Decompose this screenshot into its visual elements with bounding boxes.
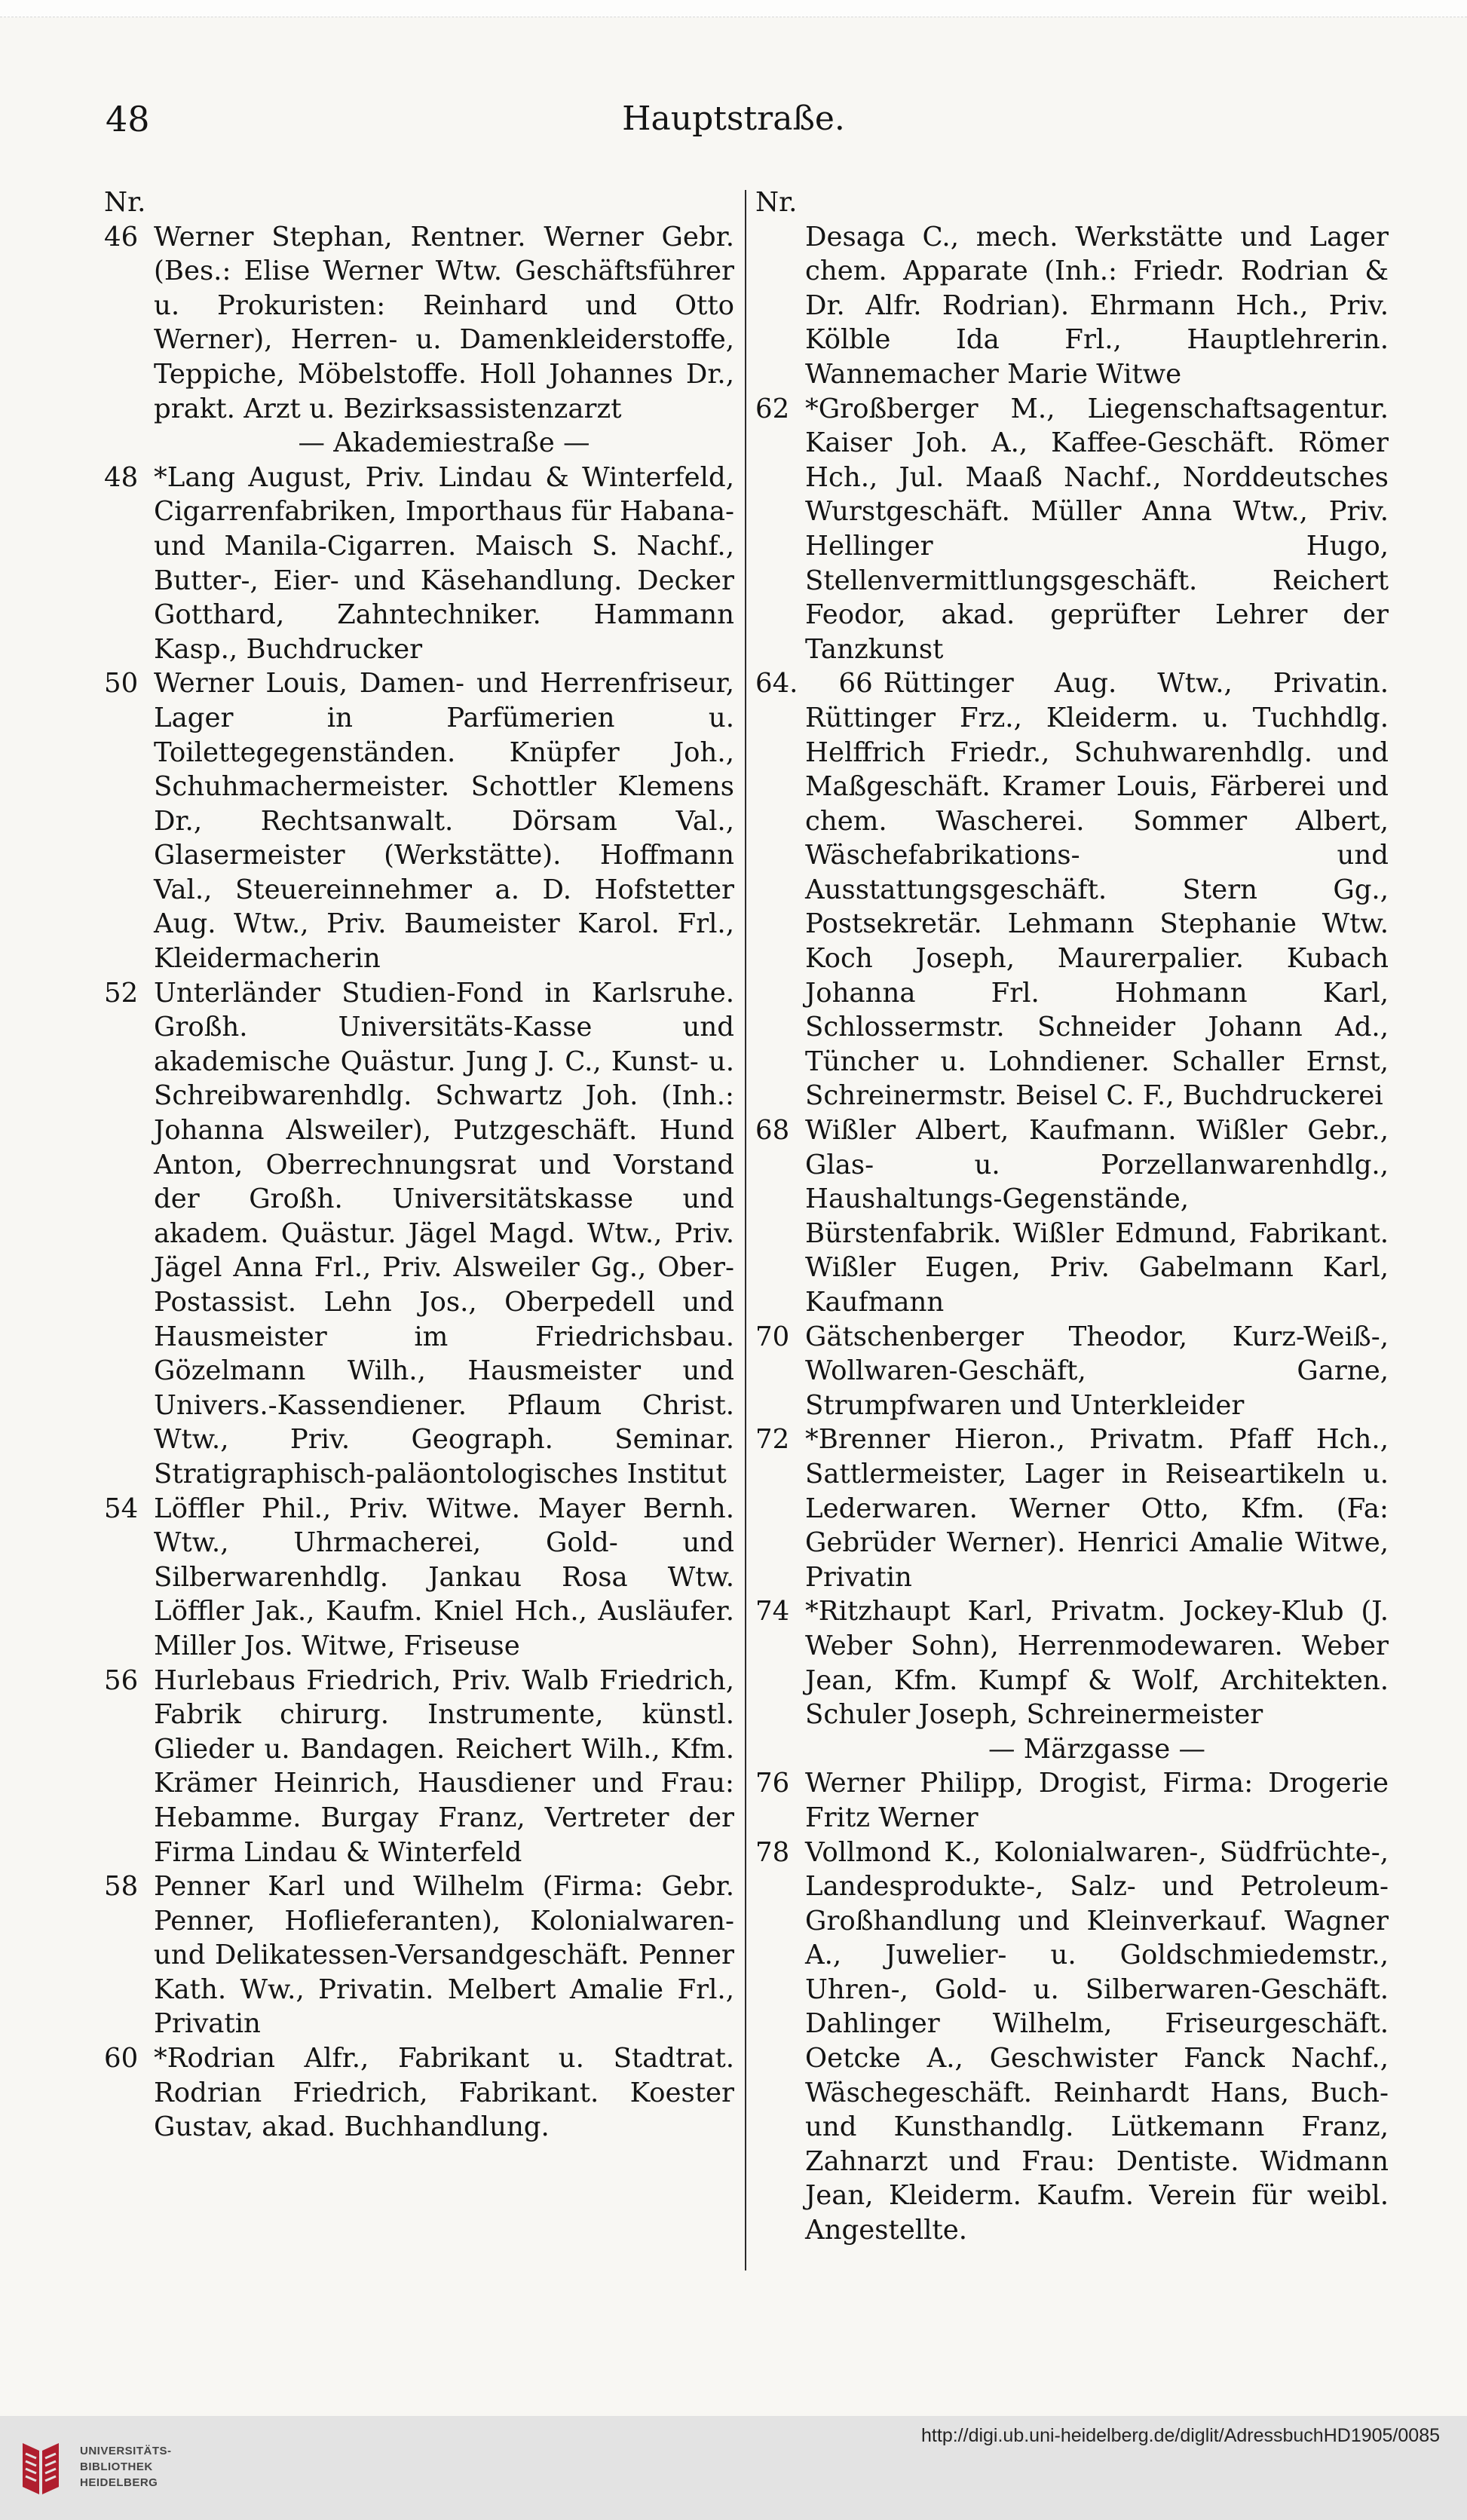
house-number: 62 [755,393,790,424]
house-number: 56 [104,1664,139,1696]
address-entry [104,976,734,1492]
address-entry [755,1320,1389,1423]
page-title: Hauptstraße. [622,100,845,138]
house-number: 52 [104,977,139,1009]
source-url-link[interactable]: http://digi.ub.uni-heidelberg.de/diglit/AdressbuchHD1905/0085 [921,2425,1440,2446]
scan-edge [0,0,1467,17]
house-number: 60 [104,2043,139,2074]
entry-text: Löffler Phil., Priv. Witwe. Mayer Bernh. Wtw., Uhrmacherei, Gold- und Silberwarenhdlg. Jankau Rosa Wtw. Löffler Jak., Kaufm. Kniel Hch., Ausläufer. Miller Jos. Witwe, Friseuse [154,1493,734,1661]
right-column [755,185,1389,2248]
entry-text: Hurlebaus Friedrich, Priv. Walb Friedrich, Fabrik chirurg. Instrumente, künstl. Glieder u. Bandagen. Reichert Wilh., Kfm. Krämer Heinrich, Hausdiener und Frau: Hebamme. Burgay Franz, Vertreter der Firma Lindau & Winterfeld [154,1664,734,1868]
entry-text: Vollmond K., Kolonialwaren-, Südfrüchte-, Landesprodukte-, Salz- und Petroleum-Großhandlung und Kleinverkauf. Wagner A., Juwelier- u. Goldschmiedemstr., Uhren-, Gold- u. Silberwaren-Geschäft. Dahlinger Wilhelm, Friseurgeschäft. Oetcke A., Geschwister Fanck Nachf., Wäschegeschäft. Reinhardt Hans, Buch- und Kunsthandlg. Lütkemann Franz, Zahnarzt und Frau: Dentiste. Widmann Jean, Kleiderm. Kaufm. Verein für weibl. Angestellte. [805,1836,1389,2246]
left-column [104,185,734,2145]
street-heading: — Märzgasse — [988,1733,1206,1765]
house-number: 72 [755,1424,790,1456]
entry-text: Werner Stephan, Rentner. Werner Gebr. (Bes.: Elise Werner Wtw. Geschäftsführer u. Prokuristen: Reinhard und Otto Werner), Herren- u. Damenkleiderstoffe, Teppiche, Möbelstoffe. Holl Johannes Dr., prakt. Arzt u. Bezirksassistenzarzt [154,221,734,424]
address-entry [104,1492,734,1664]
address-entry [104,1869,734,2041]
house-number: 58 [104,1871,139,1903]
address-entry [755,1766,1389,1835]
entry-text: Rüttinger Aug. Wtw., Privatin. Rüttinger Frz., Kleiderm. u. Tuchhdlg. Helffrich Friedr., Schuhwarenhdlg. und Maßgeschäft. Kramer Louis, Färberei und chem. Wascherei. Sommer Albert, Wäschefabrikations- und Ausstattungsgeschäft. Stern Gg., Postsekretär. Lehmann Stephanie Wtw. Koch Joseph, Maurerpalier. Kubach Johanna Frl. Hohmann Karl, Schlossermstr. Schneider Johann Ad., Tüncher u. Lohndiener. Schaller Ernst, Schreinermstr. Beisel C. F., Buchdruckerei [805,668,1389,1112]
logo-line: BIBLIOTHEK [80,2460,153,2473]
entry-text: Wißler Albert, Kaufmann. Wißler Gebr., Glas- u. Porzellanwarenhdlg., Haushaltungs-Gegenstände, Bürstenfabrik. Wißler Edmund, Fabrikant. Wißler Eugen, Priv. Gabelmann Karl, Kaufmann [805,1115,1389,1318]
entry-text: Unterländer Studien-Fond in Karlsruhe. Großh. Universitäts-Kasse und akademische Quästur. Jung J. C., Kunst- u. Schreibwarenhdlg. Schwartz Joh. (Inh.: Johanna Alsweiler), Putzgeschäft. Hund Anton, Oberrechnungsrat und Vorstand der Großh. Universitätskasse und akadem. Quästur. Jägel Magd. Wtw., Priv. Jägel Anna Frl., Priv. Alsweiler Gg., Ober-Postassist. Lehn Jos., Oberpedell und Hausmeister im Friedrichsbau. Gözelmann Wilh., Hausmeister und Univers.-Kassendiener. Pflaum Christ. Wtw., Priv. Geograph. Seminar. Stratigraphisch-paläontologisches Institut [154,977,734,1490]
house-number: 70 [755,1321,790,1352]
house-number: 78 [755,1836,790,1868]
address-entry [755,666,1389,1113]
address-entry [104,461,734,667]
house-number: 48 [104,461,139,493]
library-footer [0,2416,1467,2520]
house-number: 50 [104,668,139,700]
street-heading: — Akademiestraße — [298,427,590,459]
house-number: 68 [755,1115,790,1147]
entry-text: *Brenner Hieron., Privatm. Pfaff Hch., Sattlermeister, Lager in Reiseartikeln u. Lederwaren. Werner Otto, Kfm. (Fa: Gebrüder Werner). Henrici Amalie Witwe, Privatin [805,1424,1389,1593]
address-entry [104,1664,734,1870]
entry-text: Gätschenberger Theodor, Kurz-Weiß-, Wollwaren-Geschäft, Garne, Strumpfwaren und Unterkleider [805,1321,1389,1421]
entry-text: Werner Philipp, Drogist, Firma: Drogerie Fritz Werner [805,1768,1389,1833]
house-number: 54 [104,1493,139,1524]
address-entry [755,392,1389,667]
address-entry [104,666,734,975]
entry-text: Desaga C., mech. Werkstätte und Lager chem. Apparate (Inh.: Friedr. Rodrian & Dr. Alfr. Rodrian). Ehrmann Hch., Priv. Kölble Ida Frl., Hauptlehrerin. Wannemacher Marie Witwe [805,221,1389,390]
house-number: 74 [755,1596,790,1627]
address-entry [755,1422,1389,1594]
address-entry [755,1836,1389,2248]
address-entry [755,1594,1389,1732]
house-number: 76 [755,1768,790,1799]
entry-text: *Großberger M., Liegenschaftsagentur. Kaiser Joh. A., Kaffee-Geschäft. Römer Hch., Jul. Maaß Nachf., Norddeutsches Wurstgeschäft. Müller Anna Wtw., Priv. Hellinger Hugo, Stellenvermittlungsgeschäft. Reichert Feodor, akad. geprüfter Lehrer der Tanzkunst [805,393,1389,665]
logo-line: HEIDELBERG [80,2476,158,2489]
logo-line: UNIVERSITÄTS- [80,2445,172,2457]
page-number: 48 [106,99,150,139]
address-entry [755,220,1389,392]
university-library-logo-icon [17,2439,63,2499]
address-entry [755,1113,1389,1320]
entry-text: Penner Karl und Wilhelm (Firma: Gebr. Penner, Hoflieferanten), Kolonialwaren- und Delikatessen-Versandgeschäft. Penner Kath. Ww., Privatin. Melbert Amalie Frl., Privatin [154,1871,734,2040]
house-number: 64. 66 [755,668,873,700]
column-head: Nr. [104,187,146,218]
entry-text: *Lang August, Priv. Lindau & Winterfeld, Cigarrenfabriken, Importhaus für Habana- und Manila-Cigarren. Maisch S. Nachf., Butter-, Eier- und Käsehandlung. Decker Gotthard, Zahntechniker. Hammann Kasp., Buchdrucker [154,461,734,665]
house-number: 46 [104,221,139,253]
entry-text: *Ritzhaupt Karl, Privatm. Jockey-Klub (J. Weber Sohn), Herrenmodewaren. Weber Jean, Kfm. Kumpf & Wolf, Architekten. Schuler Joseph, Schreinermeister [805,1596,1389,1731]
entry-text: *Rodrian Alfr., Fabrikant u. Stadtrat. Rodrian Friedrich, Fabrikant. Koester Gustav, akad. Buchhandlung. [154,2043,734,2143]
library-logo-text [80,2443,172,2491]
column-divider [745,190,746,2270]
address-entry [104,2041,734,2145]
entry-text: Werner Louis, Damen- und Herrenfriseur, Lager in Parfümerien u. Toilettegegenständen. Knüpfer Joh., Schuhmachermeister. Schottler Klemens Dr., Rechtsanwalt. Dörsam Val., Glasermeister (Werkstätte). Hoffmann Val., Steuereinnehmer a. D. Hofstetter Aug. Wtw., Priv. Baumeister Karol. Frl., Kleidermacherin [154,668,734,975]
address-entry [104,220,734,427]
column-head: Nr. [755,187,798,218]
